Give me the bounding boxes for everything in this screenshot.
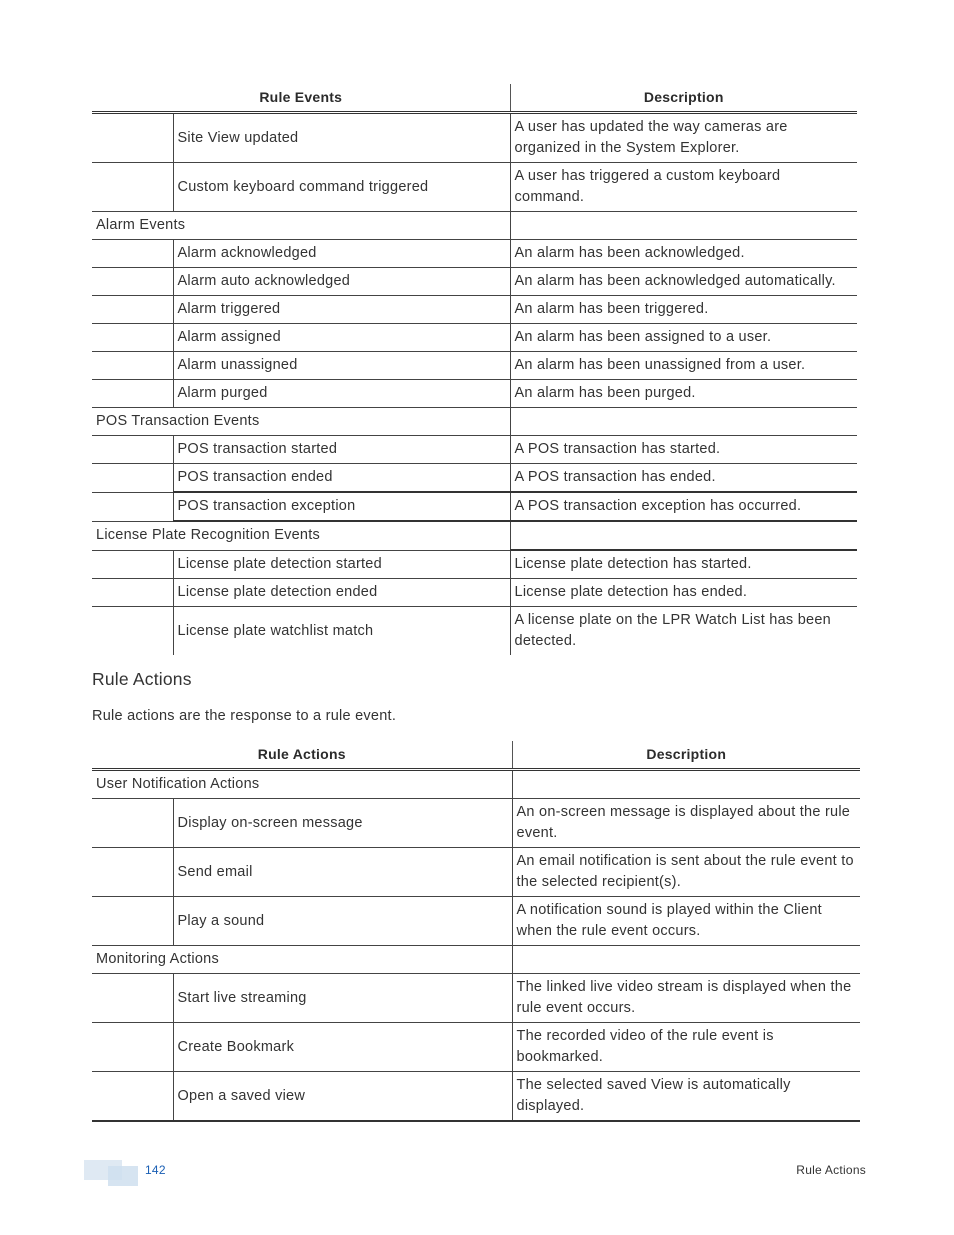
event-name: Custom keyboard command triggered	[173, 163, 510, 212]
event-name: POS transaction ended	[173, 464, 510, 493]
table-row	[92, 464, 857, 493]
action-description: The selected saved View is automatically displayed.	[512, 1072, 860, 1122]
category-row	[92, 946, 860, 974]
table-row	[92, 380, 857, 408]
category-label: Alarm Events	[92, 212, 510, 240]
event-description: A license plate on the LPR Watch List has been detected.	[514, 612, 831, 649]
table-row	[92, 324, 857, 352]
action-description: The linked live video stream is displayed when the rule event occurs.	[512, 974, 860, 1023]
event-name: Site View updated	[173, 113, 510, 163]
event-description: An alarm has been purged.	[510, 380, 857, 408]
event-description: An alarm has been triggered.	[510, 296, 857, 324]
table-header	[92, 84, 857, 113]
rule-events-table	[92, 84, 857, 655]
table-row	[92, 897, 860, 946]
table-row	[92, 268, 857, 296]
table-row	[92, 607, 857, 656]
table-row	[92, 550, 857, 579]
action-description: The recorded video of the rule event is bookmarked.	[512, 1023, 860, 1072]
event-name: POS transaction started	[173, 436, 510, 464]
category-row	[92, 408, 857, 436]
table-row	[92, 1072, 860, 1122]
action-description: A notification sound is played within the Client when the rule event occurs.	[512, 897, 860, 946]
event-description: A POS transaction exception has occurred.	[510, 492, 857, 521]
table-row	[92, 799, 860, 848]
action-name: Send email	[173, 848, 512, 897]
category-label: POS Transaction Events	[92, 408, 510, 436]
table-header	[92, 741, 860, 770]
category-row	[92, 212, 857, 240]
category-row	[92, 770, 860, 799]
table-row	[92, 1023, 860, 1072]
category-label: Monitoring Actions	[92, 946, 512, 974]
footer-section-title: Rule Actions	[796, 1163, 866, 1177]
event-name: Alarm auto acknowledged	[173, 268, 510, 296]
event-name: Alarm assigned	[173, 324, 510, 352]
event-description: An alarm has been assigned to a user.	[510, 324, 857, 352]
event-name: Alarm triggered	[173, 296, 510, 324]
table-row	[92, 848, 860, 897]
section-intro: Rule actions are the response to a rule event.	[92, 708, 397, 724]
category-row	[92, 521, 857, 550]
action-name: Create Bookmark	[173, 1023, 512, 1072]
event-description: License plate detection has started.	[510, 550, 857, 579]
action-name: Play a sound	[173, 897, 512, 946]
table-row	[92, 579, 857, 607]
event-description: A user has triggered a custom keyboard command.	[510, 163, 857, 212]
event-description: An alarm has been acknowledged.	[510, 240, 857, 268]
event-name: License plate detection ended	[173, 579, 510, 607]
action-description: An email notification is sent about the rule event to the selected recipient(s).	[512, 848, 860, 897]
event-name: Alarm unassigned	[173, 352, 510, 380]
table-row	[92, 240, 857, 268]
table-row	[92, 974, 860, 1023]
table-row	[92, 352, 857, 380]
page-number: 142	[145, 1163, 166, 1177]
event-name: Alarm purged	[173, 380, 510, 408]
event-name: License plate watchlist match	[173, 607, 510, 656]
category-label: License Plate Recognition Events	[92, 521, 510, 550]
section-heading: Rule Actions	[92, 669, 192, 689]
event-name: Alarm acknowledged	[173, 240, 510, 268]
event-description: A user has updated the way cameras are organized in the System Explorer.	[510, 113, 857, 163]
table-row	[92, 113, 857, 163]
header-rule-actions: Rule Actions	[257, 746, 346, 762]
footer-decoration	[108, 1166, 138, 1186]
action-name: Open a saved view	[173, 1072, 512, 1122]
header-rule-events: Rule Events	[259, 89, 343, 105]
event-name: POS transaction exception	[173, 492, 510, 521]
table-row	[92, 296, 857, 324]
action-name: Start live streaming	[173, 974, 512, 1023]
table-row	[92, 163, 857, 212]
event-name: License plate detection started	[173, 550, 510, 579]
event-description: An alarm has been acknowledged automatically.	[510, 268, 857, 296]
header-description: Description	[512, 741, 860, 770]
event-description: License plate detection has ended.	[510, 579, 857, 607]
header-description: Description	[510, 84, 857, 113]
action-name: Display on-screen message	[173, 799, 512, 848]
table-row	[92, 436, 857, 464]
event-description: A POS transaction has started.	[510, 436, 857, 464]
category-label: User Notification Actions	[92, 770, 512, 799]
action-description: An on-screen message is displayed about the rule event.	[512, 799, 860, 848]
event-description: A POS transaction has ended.	[510, 464, 857, 493]
rule-actions-table	[92, 741, 860, 1122]
table-row	[92, 492, 857, 521]
event-description: An alarm has been unassigned from a user.	[510, 352, 857, 380]
